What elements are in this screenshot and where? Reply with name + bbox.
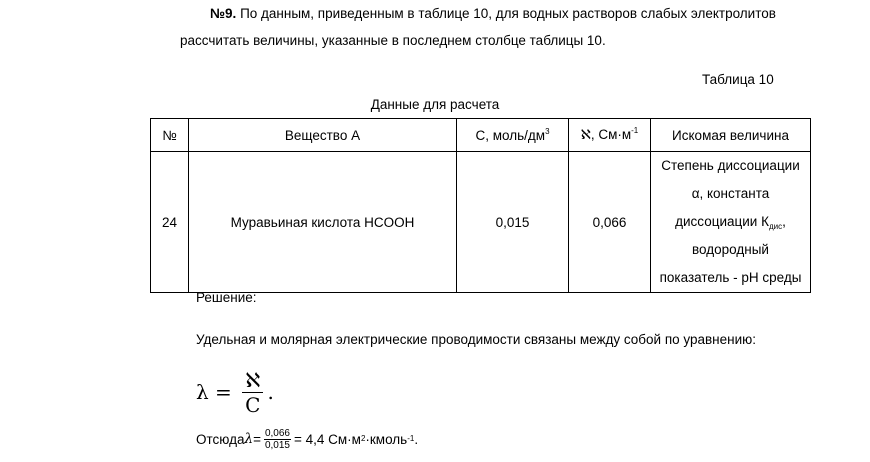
cell-substance: Муравьиная кислота HCOOH	[189, 152, 457, 293]
task-statement-line-2: рассчитать величины, указанные в последнем столбце таблицы 10.	[180, 33, 606, 48]
table-title: Данные для расчета	[370, 97, 500, 112]
header-concentration: С, моль/$дм^3$	[457, 119, 569, 152]
task-statement-line-1	[210, 6, 776, 21]
cell-concentration: 0,015	[457, 152, 569, 293]
solution-label: Решение:	[196, 290, 257, 305]
relation-text: Удельная и молярная электрические проводимости связаны между собой по уравнению:	[196, 332, 757, 347]
task-number: №9.	[210, 6, 237, 21]
task-text-1: По данным, приведенным в таблице 10, для водных растворов слабых электролитов	[236, 6, 776, 21]
header-number: №	[151, 119, 189, 152]
formula-lambda-definition: λ = $\frac{\text{ℵ}}{C}$ .	[196, 367, 274, 417]
cell-conductivity: 0,066	[569, 152, 651, 293]
table-header-row	[151, 119, 811, 152]
header-conductivity: ℵ, $См\cdot м^{-1}$	[569, 119, 651, 152]
table-caption: Таблица 10	[702, 72, 774, 87]
table-row	[151, 152, 811, 293]
cell-sought-value: Степень диссоциации α, константа диссоциации $К_{дис}$, водородный показатель - рН среды	[651, 152, 811, 293]
data-table	[150, 118, 811, 293]
formula-lambda-result: Отсюда λ = $\frac{0,066}{0,015}$ = 4,4 См·м 2 ·кмоль -1 .	[196, 427, 419, 451]
cell-number: 24	[151, 152, 189, 293]
header-sought-value: Искомая величина	[651, 119, 811, 152]
header-substance: Вещество А	[189, 119, 457, 152]
